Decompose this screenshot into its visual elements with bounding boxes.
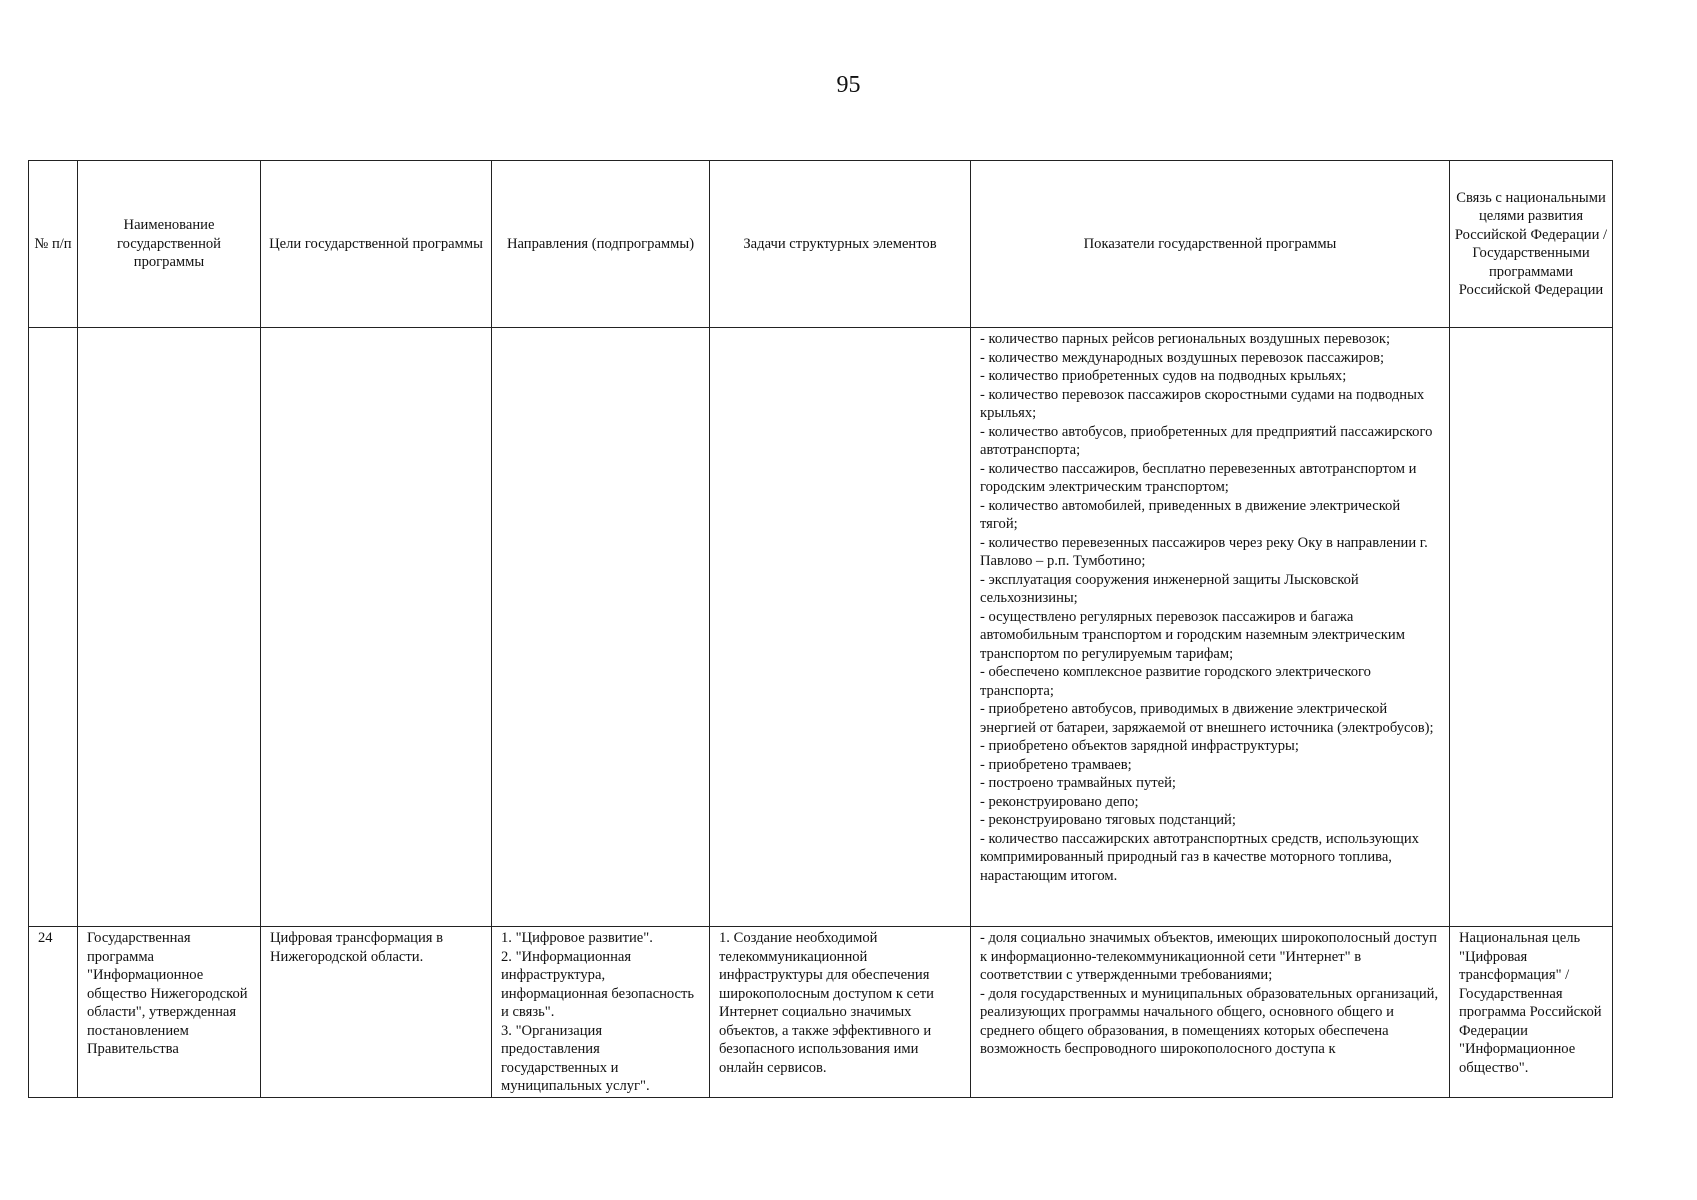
page-number: 95 [836,72,861,98]
cell-indicators [971,328,1450,927]
table-row-24 [29,927,1613,1098]
cell-indicators [971,927,1450,1098]
indicator-item: - приобретено трамваев; [980,756,1132,773]
cell-tasks: 1. Создание необходимой телекоммуникационной инфраструктуры для обеспечения широкополосным доступом к сети Интернет социально значимых объектов, а также эффективного и безопасного использования ими онлайн сервисов. [710,927,971,1098]
indicator-item: - количество пассажиров, бесплатно перевезенных автотранспортом и городским электрическим транспортом; [980,460,1417,495]
cell-num: 24 [29,927,78,1098]
indicator-item: - осуществлено регулярных перевозок пассажиров и багажа автомобильным транспортом и городским наземным электрическим транспортом по регулируемым тарифам; [980,608,1405,662]
cell-program-name [78,328,261,927]
header-national-goals-link: Связь с национальными целями развития Российской Федерации / Государственными программами Российской Федерации [1450,161,1613,328]
indicator-item: - количество парных рейсов региональных воздушных перевозок; [980,331,1391,347]
header-goals: Цели государственной программы [261,161,492,328]
direction-item: 1. "Цифровое развитие". [501,930,653,946]
indicator-item: - реконструировано тяговых подстанций; [980,812,1236,828]
header-indicators: Показатели государственной программы [971,161,1450,328]
indicator-item: - количество приобретенных судов на подводных крыльях; [980,368,1347,384]
header-row [29,161,1613,328]
cell-num [29,328,78,927]
direction-item: 2. "Информационная инфраструктура, информационная безопасность и связь". [501,948,695,1020]
cell-national-goals-link [1450,328,1613,927]
cell-goals [261,328,492,927]
indicator-item: - доля социально значимых объектов, имеющих широкополосный доступ к информационно-телекоммуникационной сети "Интернет" в соответствии с утвержденными требованиями; [980,930,1437,983]
indicator-item: - обеспечено комплексное развитие городского электрического транспорта; [980,664,1371,699]
indicator-item: - количество международных воздушных перевозок пассажиров; [980,349,1385,366]
indicator-item: - доля государственных и муниципальных образовательных организаций, реализующих программы начального общего, основного общего и среднего общего образования, в помещениях которых обеспечена возможность беспроводного широкополосного доступа к [980,985,1439,1057]
indicator-item: - приобретено автобусов, приводимых в движение электрической энергией от батареи, заряжаемой от внешнего источника (электробусов); [980,701,1434,736]
header-tasks: Задачи структурных элементов [710,161,971,328]
indicator-item: - количество перевезенных пассажиров через реку Оку в направлении г. Павлово – р.п. Тумботино; [980,534,1428,569]
cell-goals: Цифровая трансформация в Нижегородской области. [261,927,492,1098]
table-row-continuation [29,328,1613,927]
cell-tasks [710,328,971,927]
indicator-item: - эксплуатация сооружения инженерной защиты Лысковской сельхознизины; [980,571,1359,606]
indicator-item: - построено трамвайных путей; [980,775,1176,791]
cell-national-goals-link: Национальная цель "Цифровая трансформация" / Государственная программа Российской Федерации "Информационное общество". [1450,927,1613,1098]
indicator-item: - количество перевозок пассажиров скоростными судами на подводных крыльях; [980,386,1425,421]
program-table [28,160,1613,1098]
header-directions: Направления (подпрограммы) [492,161,710,328]
cell-directions [492,328,710,927]
header-program-name: Наименование государственной программы [78,161,261,328]
cell-program-name: Государственная программа "Информационное общество Нижегородской области", утвержденная постановлением Правительства [78,927,261,1098]
indicator-item: - количество автомобилей, приведенных в движение электрической тягой; [980,497,1401,532]
direction-item: 3. "Организация предоставления государственных и муниципальных услуг". [501,1022,650,1094]
cell-directions [492,927,710,1098]
indicator-item: - приобретено объектов зарядной инфраструктуры; [980,738,1299,754]
indicator-item: - количество пассажирских автотранспортных средств, использующих компримированный природный газ в качестве моторного топлива, нарастающим итогом. [980,830,1419,884]
header-num: № п/п [29,161,78,328]
indicator-item: - количество автобусов, приобретенных для предприятий пассажирского автотранспорта; [980,423,1433,458]
indicator-item: - реконструировано депо; [980,793,1139,810]
